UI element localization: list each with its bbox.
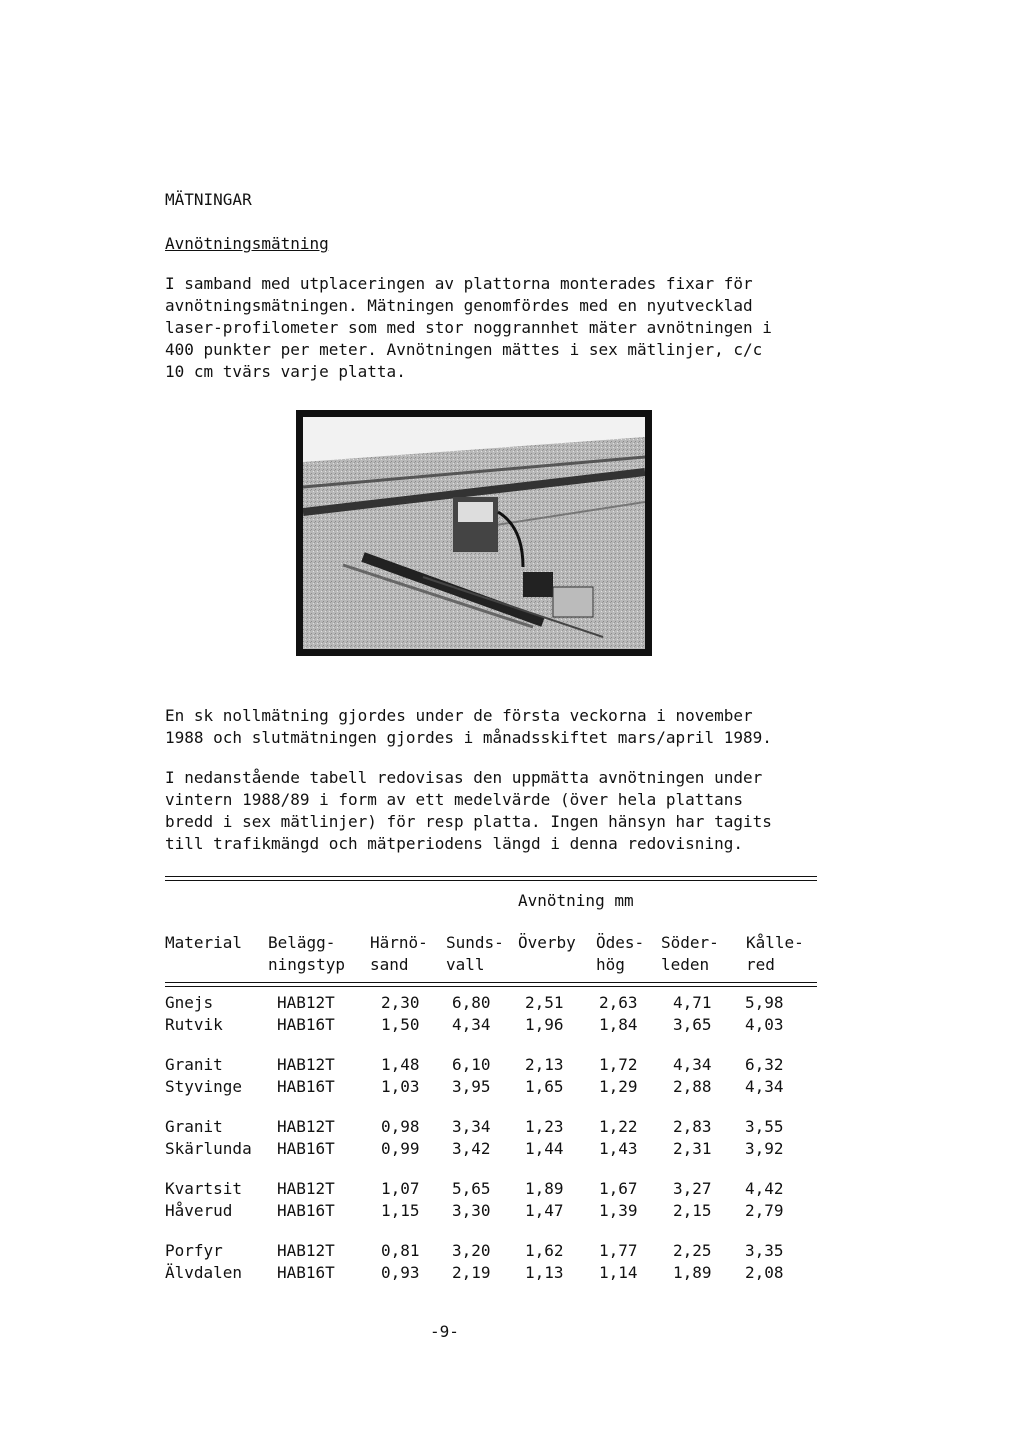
cell-value: 1,39 <box>599 1201 638 1220</box>
table-header-rule <box>165 982 817 983</box>
table-row <box>165 1263 825 1285</box>
cell-value: 1,89 <box>525 1179 564 1198</box>
col-header-odeshog: Ödes- hög <box>596 933 645 974</box>
cell-value: 2,83 <box>673 1117 712 1136</box>
cell-value: 3,55 <box>745 1117 784 1136</box>
cell-value: 1,13 <box>525 1263 564 1282</box>
cell-belaggningstyp: HAB16T <box>277 1077 335 1096</box>
cell-belaggningstyp: HAB12T <box>277 1055 335 1074</box>
col-header-belaggningstyp: Belägg- ningstyp <box>268 933 346 974</box>
cell-value: 1,23 <box>525 1117 564 1136</box>
cell-material: Skärlunda <box>165 1139 252 1158</box>
cell-value: 2,51 <box>525 993 564 1012</box>
cell-value: 1,14 <box>599 1263 638 1282</box>
cell-material: Rutvik <box>165 1015 223 1034</box>
cell-belaggningstyp: HAB12T <box>277 993 335 1012</box>
cell-value: 2,15 <box>673 1201 712 1220</box>
intro-paragraph: I samband med utplaceringen av plattorna monterades fixar för avnötningsmätningen. Mätningen genomfördes med en nyutvecklad laser-profilometer som med stor noggrannhet mäter avnötningen i 400 punkter per meter. Avnötningen mättes i sex mätlinjer, c/c 10 cm tvärs varje platta. <box>165 274 772 381</box>
cell-value: 2,63 <box>599 993 638 1012</box>
cell-belaggningstyp: HAB12T <box>277 1179 335 1198</box>
cell-value: 1,65 <box>525 1077 564 1096</box>
table-row <box>165 993 825 1015</box>
cell-value: 3,42 <box>452 1139 491 1158</box>
col-header-overby: Överby <box>518 933 576 952</box>
section-subheading: Avnötningsmätning <box>165 234 329 253</box>
table-row <box>165 1241 825 1263</box>
measurement-dates-paragraph: En sk nollmätning gjordes under de första veckorna i november 1988 och slutmätningen gjordes i månadsskiftet mars/april 1989. <box>165 706 772 747</box>
cell-value: 4,34 <box>452 1015 491 1034</box>
table-top-rule-double <box>165 880 817 881</box>
cell-value: 1,47 <box>525 1201 564 1220</box>
cell-value: 1,72 <box>599 1055 638 1074</box>
photo-illustration <box>303 417 645 649</box>
profilometer-photo <box>296 410 652 656</box>
cell-belaggningstyp: HAB16T <box>277 1015 335 1034</box>
cell-material: Håverud <box>165 1201 233 1220</box>
page-number: -9- <box>430 1322 459 1341</box>
cell-value: 2,79 <box>745 1201 784 1220</box>
cell-value: 2,31 <box>673 1139 712 1158</box>
group-header: Avnötning mm <box>518 891 634 910</box>
cell-material: Porfyr <box>165 1241 223 1260</box>
cell-value: 1,89 <box>673 1263 712 1282</box>
cell-value: 3,34 <box>452 1117 491 1136</box>
cell-value: 3,92 <box>745 1139 784 1158</box>
cell-value: 3,95 <box>452 1077 491 1096</box>
cell-value: 0,99 <box>381 1139 420 1158</box>
cell-value: 4,71 <box>673 993 712 1012</box>
cell-value: 6,10 <box>452 1055 491 1074</box>
cell-value: 1,50 <box>381 1015 420 1034</box>
cell-belaggningstyp: HAB12T <box>277 1117 335 1136</box>
cell-value: 1,07 <box>381 1179 420 1198</box>
cell-value: 1,15 <box>381 1201 420 1220</box>
cell-value: 2,08 <box>745 1263 784 1282</box>
cell-value: 2,13 <box>525 1055 564 1074</box>
cell-value: 6,32 <box>745 1055 784 1074</box>
cell-value: 3,27 <box>673 1179 712 1198</box>
table-row <box>165 1139 825 1161</box>
col-header-soderleden: Söder- leden <box>661 933 719 974</box>
cell-value: 1,22 <box>599 1117 638 1136</box>
cell-value: 3,35 <box>745 1241 784 1260</box>
cell-value: 1,77 <box>599 1241 638 1260</box>
cell-value: 1,29 <box>599 1077 638 1096</box>
cell-material: Älvdalen <box>165 1263 243 1282</box>
cell-material: Granit <box>165 1055 223 1074</box>
cell-value: 5,98 <box>745 993 784 1012</box>
cell-value: 1,96 <box>525 1015 564 1034</box>
cell-value: 1,48 <box>381 1055 420 1074</box>
table-row <box>165 1179 825 1201</box>
cell-value: 4,03 <box>745 1015 784 1034</box>
table-row <box>165 1117 825 1139</box>
col-header-sundsvall: Sunds- vall <box>446 933 504 974</box>
cell-value: 2,19 <box>452 1263 491 1282</box>
cell-value: 5,65 <box>452 1179 491 1198</box>
table-header-rule-double <box>165 986 817 987</box>
cell-material: Granit <box>165 1117 223 1136</box>
col-header-kallered: Kålle- red <box>746 933 804 974</box>
col-header-material: Material <box>165 933 243 952</box>
table-top-rule <box>165 876 817 877</box>
cell-value: 1,44 <box>525 1139 564 1158</box>
cell-value: 4,34 <box>673 1055 712 1074</box>
cell-value: 1,62 <box>525 1241 564 1260</box>
cell-material: Kvartsit <box>165 1179 243 1198</box>
cell-value: 1,43 <box>599 1139 638 1158</box>
cell-material: Styvinge <box>165 1077 243 1096</box>
cell-value: 3,20 <box>452 1241 491 1260</box>
table-row <box>165 1055 825 1077</box>
col-header-harnosand: Härnö- sand <box>370 933 428 974</box>
cell-belaggningstyp: HAB16T <box>277 1139 335 1158</box>
table-row <box>165 1015 825 1037</box>
cell-value: 3,65 <box>673 1015 712 1034</box>
cell-value: 6,80 <box>452 993 491 1012</box>
cell-belaggningstyp: HAB16T <box>277 1263 335 1282</box>
cell-value: 2,30 <box>381 993 420 1012</box>
page-heading: MÄTNINGAR <box>165 190 252 209</box>
cell-value: 1,67 <box>599 1179 638 1198</box>
cell-value: 0,81 <box>381 1241 420 1260</box>
cell-belaggningstyp: HAB16T <box>277 1201 335 1220</box>
table-description-paragraph: I nedanstående tabell redovisas den uppmätta avnötningen under vintern 1988/89 i form av ett medelvärde (över hela plattans bredd i sex mätlinjer) för resp platta. Ingen hänsyn har tagits till trafikmängd och mätperiodens längd i denna redovisning. <box>165 768 772 853</box>
cell-value: 3,30 <box>452 1201 491 1220</box>
cell-value: 4,34 <box>745 1077 784 1096</box>
cell-value: 4,42 <box>745 1179 784 1198</box>
cell-value: 0,93 <box>381 1263 420 1282</box>
table-row <box>165 1077 825 1099</box>
cell-value: 1,03 <box>381 1077 420 1096</box>
cell-value: 1,84 <box>599 1015 638 1034</box>
cell-belaggningstyp: HAB12T <box>277 1241 335 1260</box>
cell-material: Gnejs <box>165 993 214 1012</box>
cell-value: 2,25 <box>673 1241 712 1260</box>
cell-value: 0,98 <box>381 1117 420 1136</box>
cell-value: 2,88 <box>673 1077 712 1096</box>
table-row <box>165 1201 825 1223</box>
